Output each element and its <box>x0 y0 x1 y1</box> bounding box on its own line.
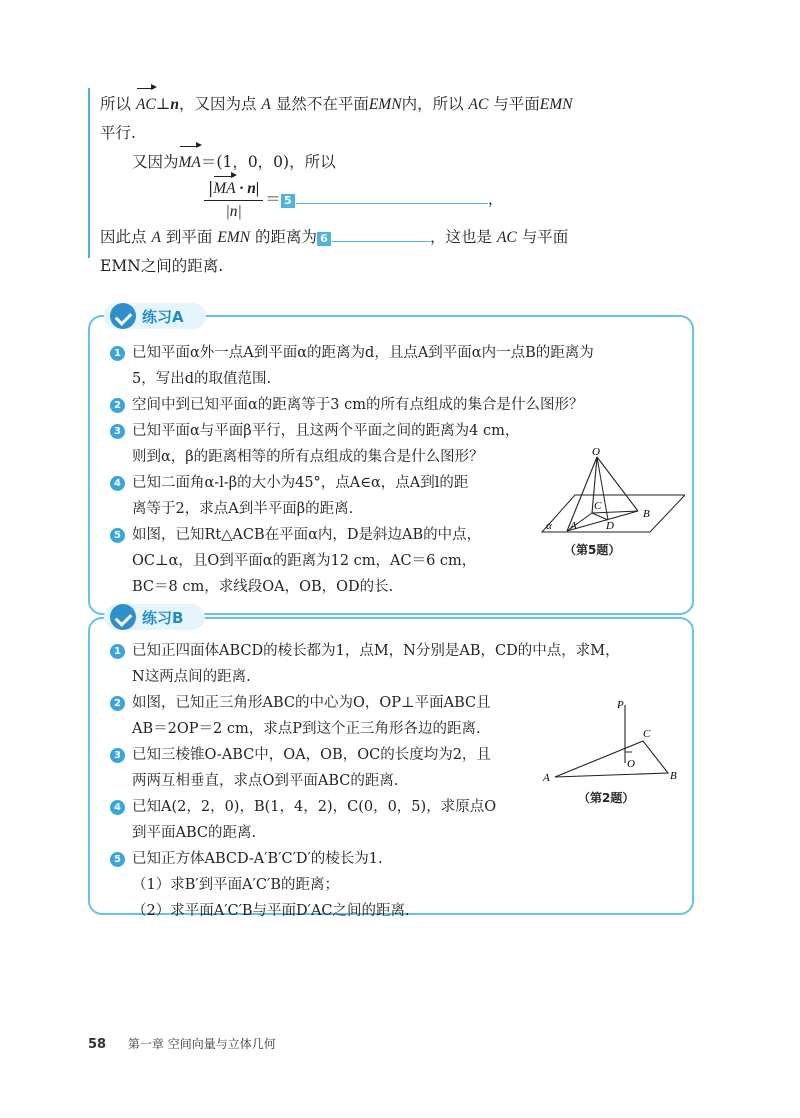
item-number-badge: 4 <box>110 476 125 491</box>
blank-6-tag: 6 <box>317 232 331 246</box>
lead-line-6: EMN之间的距离. <box>100 257 224 275</box>
exercise-b-item-2: 2 如图，已知正三角形ABC的中心为O，OP⊥平面ABC且 AB＝2OP＝2 cm，求点P到这个正三角形各边的距离. <box>110 690 680 742</box>
item-number-badge: 3 <box>110 424 125 439</box>
lead-line-5: 因此点 A 到平面 EMN 的距离为 6 ，这也是 AC 与平面 <box>100 228 569 246</box>
exercise-b-item-3: 3 已知三棱锥O-ABC中，OA，OB，OC的长度均为2，且 两两互相垂直，求点O到平面ABC的距离. <box>110 742 680 794</box>
exercise-a-pill <box>104 303 206 329</box>
exercise-b-item-1: 1 已知正四面体ABCD的棱长都为1，点M，N分别是AB，CD的中点，求M， N这两点间的距离. <box>110 638 680 690</box>
check-logo-icon <box>110 303 136 329</box>
exercise-a-item-5: 5 如图，已知Rt△ACB在平面α内，D是斜边AB的中点， OC⊥α，且O到平面α的距离为12 cm，AC＝6 cm， BC＝8 cm，求线段OA，OB，OD的长. <box>110 522 680 600</box>
distance-fraction: $\frac{|MA \cdot n|}{|n|}$ <box>204 177 263 223</box>
blank-5[interactable] <box>296 203 488 204</box>
fig2-label-b: B <box>670 770 677 782</box>
figure-2-diagram <box>540 697 685 787</box>
figure-2-caption: （第2题） <box>578 791 635 805</box>
exercise-a-header <box>104 303 206 329</box>
lead-line-3: 又因为MA＝(1，0，0)，所以 <box>100 148 620 177</box>
exercise-b-item-5: 5 已知正方体ABCD-A′B′C′D′的棱长为1. （1）求B′到平面A′C′B的距离； （2）求平面A′C′B与平面D′AC之间的距离. <box>110 846 680 924</box>
page-number: 58 <box>88 1037 107 1052</box>
exercise-a-item-4: 4 已知二面角α-l-β的大小为45°，点A∈α，点A到l的距 离等于2，求点A到半平面β的距离. <box>110 470 680 522</box>
exercise-b-header <box>104 604 205 630</box>
fig5-label-alpha: α <box>546 520 552 532</box>
exercise-a-item-3: 3 已知平面α与平面β平行，且这两个平面之间的距离为4 cm， 则到α，β的距离相等的所有点组成的集合是什么图形？ <box>110 418 680 470</box>
margin-bar <box>88 88 90 258</box>
blank-6[interactable] <box>332 241 430 242</box>
exercise-b-title: 练习B <box>142 608 184 627</box>
fig5-label-c: C <box>594 500 602 512</box>
exercise-b-pill <box>104 604 205 630</box>
exercise-a-title: 练习A <box>142 307 184 326</box>
vector-ac: AC <box>136 90 156 119</box>
item-number-badge: 5 <box>110 852 125 867</box>
page-footer <box>88 1035 276 1052</box>
fig5-label-a: A <box>570 520 577 532</box>
item-number-badge: 3 <box>110 748 125 763</box>
figure-2 <box>540 697 685 807</box>
item-number-badge: 4 <box>110 800 125 815</box>
figure-5-caption: （第5题） <box>564 543 621 557</box>
lead-line-2: 平行. <box>100 124 136 142</box>
fig5-label-b: B <box>643 508 650 520</box>
lead-text <box>100 90 620 281</box>
item-number-badge: 1 <box>110 644 125 659</box>
vector-ma: MA <box>179 148 201 177</box>
fig2-label-c: C <box>643 728 651 740</box>
item-number-badge: 1 <box>110 346 125 361</box>
item-number-badge: 2 <box>110 696 125 711</box>
fig2-label-o: O <box>627 758 635 770</box>
fig2-label-p: P <box>617 699 624 711</box>
lead-line-1: 所以 AC⊥n，又因为点 A 显然不在平面EMN内，所以 AC 与平面EMN <box>100 90 620 119</box>
item-number-badge: 5 <box>110 528 125 543</box>
exercise-a-item-1: 1 已知平面α外一点A到平面α的距离为d，且点A到平面α内一点B的距离为 5，写出d的取值范围. <box>110 340 680 392</box>
item-number-badge: 2 <box>110 398 125 413</box>
exercise-b-item-4: 4 已知A(2，2，0)，B(1，4，2)，C(0，0，5)，求原点O 到平面ABC的距离. <box>110 794 680 846</box>
fig5-label-d: D <box>606 520 614 532</box>
fig5-label-o: O <box>592 446 600 458</box>
chapter-title: 第一章 空间向量与立体几何 <box>127 1037 276 1051</box>
blank-5-tag: 5 <box>281 194 295 208</box>
check-logo-icon <box>110 604 136 630</box>
fig2-label-a: A <box>543 772 550 784</box>
lead-fraction-line: $\frac{|MA \cdot n|}{|n|}$ ＝ 5 ， <box>100 177 620 223</box>
exercise-a-item-2: 2 空间中到已知平面α的距离等于3 cm的所有点组成的集合是什么图形？ <box>110 392 680 418</box>
figure-5 <box>540 445 685 560</box>
